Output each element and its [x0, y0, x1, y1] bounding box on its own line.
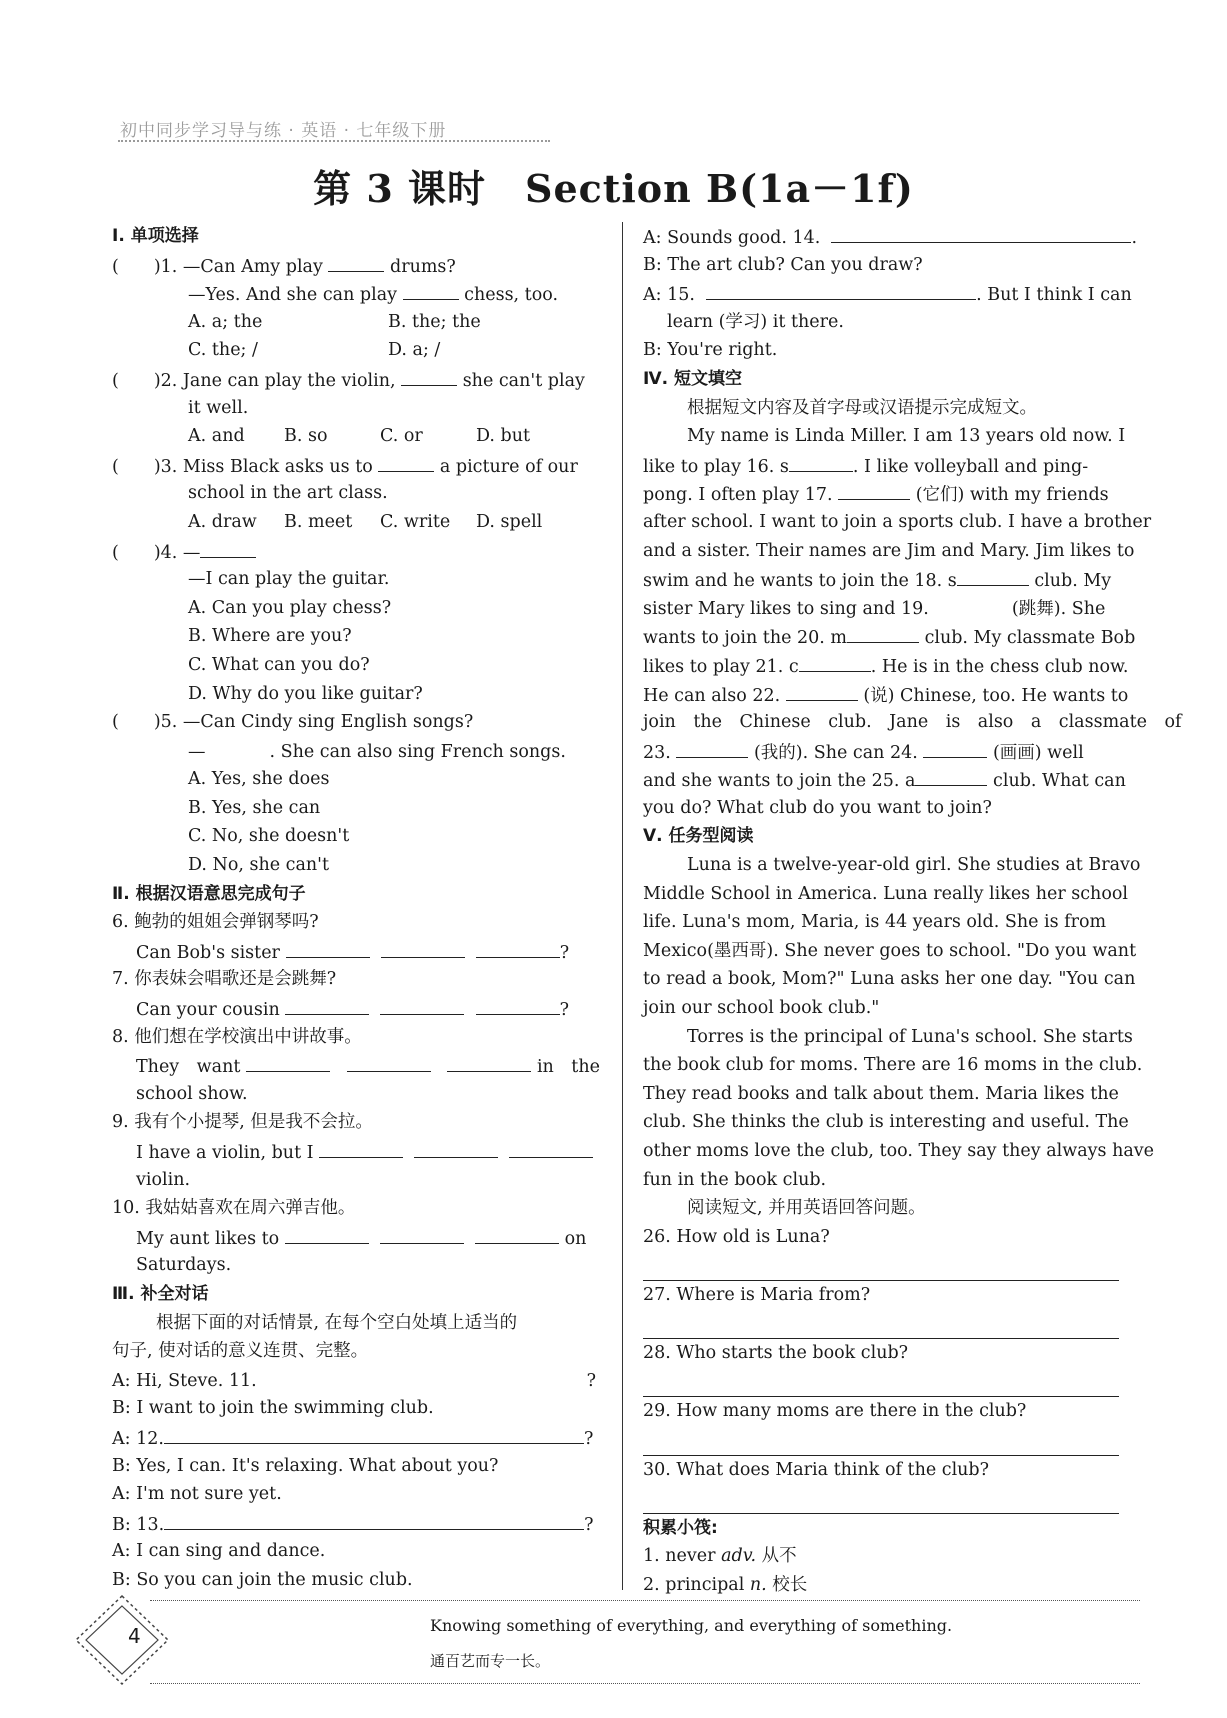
q11-blank[interactable] [257, 1366, 587, 1386]
dialogue-line-13: B: You're right. [643, 340, 778, 361]
q9-english: I have a violin, but I [112, 1137, 602, 1166]
vocab-title: 积累小筏: [643, 1517, 718, 1538]
dialogue-line-9: A: Sounds good. 14. . [643, 222, 1133, 251]
q2-line2: it well. [188, 397, 249, 418]
passage-line-2: like to play 16. s . I like volleyball and ping- [643, 451, 1133, 480]
q5-option-a: A. Yes, she does [188, 769, 330, 790]
q1-blank-1[interactable] [328, 251, 384, 272]
q15-blank[interactable] [706, 279, 976, 300]
q8-blank-3[interactable] [447, 1051, 531, 1072]
reading-instruction: 阅读短文, 并用英语回答问题。 [687, 1198, 926, 1219]
reading-line-11: other moms love the club, too. They say they always have [643, 1141, 1155, 1161]
q10-english-cont: Saturdays. [136, 1255, 232, 1276]
dialogue-line-1: A: Hi, Steve. 11. ? [112, 1366, 602, 1395]
q8-blank-1[interactable] [246, 1051, 330, 1072]
reading-line-4: Mexico(墨西哥). She never goes to school. "Do you want [643, 940, 1137, 961]
question-29: 29. How many moms are there in the club? [643, 1401, 1027, 1422]
dialogue-line-12: learn (学习) it there. [667, 311, 844, 332]
right-column [643, 222, 1182, 1600]
q13-blank[interactable] [164, 1509, 584, 1530]
reading-line-10: club. She thinks the club is interesting and useful. The [643, 1112, 1129, 1133]
q8-english: They want in the [112, 1051, 602, 1080]
q5-option-c: C. No, she doesn't [188, 826, 350, 847]
q17-blank[interactable] [838, 479, 910, 500]
reading-line-3: life. Luna's mom, Maria, is 44 years old. She is from [643, 912, 1107, 933]
passage-line-14: you do? What club do you want to join? [643, 797, 992, 818]
dialogue-line-11: A: 15. . But I think I can [643, 279, 1133, 308]
section-4-title: Ⅳ. 短文填空 [643, 368, 743, 389]
q3-line2: school in the art class. [188, 483, 388, 504]
section-2-title: Ⅱ. 根据汉语意思完成句子 [112, 883, 306, 904]
dialogue-line-7: A: I can sing and dance. [112, 1541, 326, 1562]
q4-option-b: B. Where are you? [188, 626, 352, 647]
reading-line-6: join our school book club." [643, 998, 880, 1019]
left-column [112, 222, 602, 1595]
page-number-ornament-icon [72, 1592, 172, 1688]
q5-line2: — . She can also sing French songs. [112, 737, 602, 766]
reading-line-1: Luna is a twelve-year-old girl. She studies at Bravo [687, 855, 1141, 876]
q1-option-d: D. a; / [388, 340, 441, 361]
q9-english-cont: violin. [136, 1169, 191, 1190]
footer-motto-chinese: 通百艺而专一长。 [430, 1652, 551, 1670]
section-3-instruction-2: 句子, 使对话的意义连贯、完整。 [112, 1341, 369, 1362]
section-5-title: Ⅴ. 任务型阅读 [643, 826, 754, 847]
q2-options: A. and B. so C. or D. but [188, 426, 531, 447]
vocab-item-2: 2. principal n. 校长 [643, 1574, 808, 1595]
q18-blank[interactable] [957, 565, 1029, 586]
reading-line-7: Torres is the principal of Luna's school. She starts [687, 1026, 1133, 1047]
q1-line2: —Yes. And she can play chess, too. [112, 279, 602, 308]
q5-option-b: B. Yes, she can [188, 797, 321, 818]
q10-blank-1[interactable] [285, 1223, 369, 1244]
passage-line-4: after school. I want to join a sports club. I have a brother [643, 511, 1152, 532]
q4-stem: ( )4. — [112, 537, 602, 566]
q19-blank[interactable] [934, 594, 1006, 614]
answer-30-line[interactable] [643, 1484, 1119, 1514]
page-title: 第 3 课时 Section B(1a－1f) [313, 166, 914, 211]
q1-option-a: A. a; the [188, 311, 263, 332]
q2-blank[interactable] [401, 365, 457, 386]
q5-option-d: D. No, she can't [188, 855, 330, 876]
passage-line-12: 23. (我的). She can 24. (画画) well [643, 737, 1133, 766]
question-30: 30. What does Maria think of the club? [643, 1459, 990, 1480]
q7-blank-2[interactable] [380, 994, 464, 1015]
footer-bottom-rule [150, 1683, 1140, 1684]
q21-blank[interactable] [799, 651, 871, 672]
answer-29-line[interactable] [643, 1426, 1119, 1456]
q4-blank[interactable] [200, 537, 256, 558]
dialogue-line-5: A: I'm not sure yet. [112, 1484, 282, 1505]
q9-blank-3[interactable] [509, 1137, 593, 1158]
q4-option-d: D. Why do you like guitar? [188, 683, 423, 704]
dialogue-line-4: B: Yes, I can. It's relaxing. What about you? [112, 1455, 499, 1476]
q10-blank-2[interactable] [380, 1223, 464, 1244]
passage-line-13: and she wants to join the 25. a club. What can [643, 765, 1133, 794]
q4-line2: —I can play the guitar. [188, 569, 390, 590]
page-number: 4 [128, 1624, 141, 1648]
question-26: 26. How old is Luna? [643, 1226, 830, 1247]
q25-blank[interactable] [915, 765, 987, 786]
passage-line-3: pong. I often play 17. (它们) with my friends [643, 479, 1133, 508]
passage-line-7: sister Mary likes to sing and 19. (跳舞). She [643, 594, 1133, 623]
q6-blank-1[interactable] [286, 937, 370, 958]
q1-option-b: B. the; the [388, 311, 481, 332]
q10-chinese: 10. 我姑姑喜欢在周六弹吉他。 [112, 1198, 356, 1219]
q7-chinese: 7. 你表妹会唱歌还是会跳舞? [112, 969, 337, 990]
book-series-title: 初中同步学习导与练 · 英语 · 七年级下册 [120, 121, 447, 141]
q9-blank-2[interactable] [414, 1137, 498, 1158]
q1-options-cd [112, 336, 602, 365]
q6-blank-3[interactable] [476, 937, 560, 958]
passage-line-6: swim and he wants to join the 18. s club. My [643, 565, 1133, 594]
q7-english: Can your cousin ? [112, 994, 602, 1023]
q6-blank-2[interactable] [381, 937, 465, 958]
dialogue-line-8: B: So you can join the music club. [112, 1569, 413, 1590]
reading-line-8: the book club for moms. There are 16 moms in the club. [643, 1055, 1143, 1076]
vocab-item-1: 1. never adv. 从不 [643, 1546, 797, 1567]
q12-blank[interactable] [164, 1423, 584, 1444]
question-27: 27. Where is Maria from? [643, 1284, 871, 1305]
q4-option-c: C. What can you do? [188, 654, 370, 675]
q5-blank[interactable] [206, 737, 270, 757]
answer-27-line[interactable] [643, 1310, 1119, 1340]
dialogue-line-10: B: The art club? Can you draw? [643, 254, 923, 275]
q3-blank[interactable] [378, 451, 434, 472]
q14-blank[interactable] [831, 222, 1131, 243]
footer-motto-english: Knowing something of everything, and everything of something. [430, 1616, 953, 1635]
q9-blank-1[interactable] [319, 1137, 403, 1158]
q10-blank-3[interactable] [475, 1223, 559, 1244]
dialogue-line-2: B: I want to join the swimming club. [112, 1398, 434, 1419]
section-4-instruction: 根据短文内容及首字母或汉语提示完成短文。 [687, 397, 1037, 418]
reading-line-2: Middle School in America. Luna really likes her school [643, 883, 1129, 904]
reading-line-9: They read books and talk about them. Maria likes the [643, 1083, 1119, 1104]
q23-blank[interactable] [676, 737, 748, 758]
q1-option-c: C. the; / [188, 340, 258, 361]
q24-blank[interactable] [923, 737, 987, 758]
answer-26-line[interactable] [643, 1251, 1119, 1281]
question-28: 28. Who starts the book club? [643, 1343, 909, 1364]
q7-blank-3[interactable] [476, 994, 560, 1015]
footer-top-rule [150, 1600, 1140, 1601]
answer-28-line[interactable] [643, 1368, 1119, 1398]
passage-line-9: likes to play 21. c . He is in the chess club now. [643, 651, 1133, 680]
section-3-instruction-1: 根据下面的对话情景, 在每个空白处填上适当的 [156, 1312, 518, 1333]
dialogue-line-6: B: 13. ? [112, 1509, 602, 1538]
q1-options-ab [112, 308, 602, 337]
q6-english: Can Bob's sister ? [112, 937, 602, 966]
passage-line-8: wants to join the 20. m club. My classmate Bob [643, 622, 1133, 651]
q8-chinese: 8. 他们想在学校演出中讲故事。 [112, 1026, 362, 1047]
q9-chinese: 9. 我有个小提琴, 但是我不会拉。 [112, 1112, 373, 1133]
passage-line-5: and a sister. Their names are Jim and Mary. Jim likes to [643, 540, 1135, 561]
header-rule [118, 140, 550, 142]
q3-options: A. draw B. meet C. write D. spell [188, 511, 543, 532]
q6-chinese: 6. 鲍勃的姐姐会弹钢琴吗? [112, 912, 319, 933]
q4-option-a: A. Can you play chess? [188, 597, 392, 618]
q5-stem: ( )5. —Can Cindy sing English songs? [112, 712, 474, 733]
q1-stem: ( )1. —Can Amy play drums? [112, 251, 602, 280]
q8-blank-2[interactable] [347, 1051, 431, 1072]
q7-blank-1[interactable] [285, 994, 369, 1015]
section-1-title: Ⅰ. 单项选择 [112, 226, 199, 246]
q16-blank[interactable] [789, 451, 853, 472]
passage-line-11: join the Chinese club. Jane is also a classmate of [643, 712, 1182, 733]
q20-blank[interactable] [847, 622, 919, 643]
section-3-title: Ⅲ. 补全对话 [112, 1283, 209, 1304]
dialogue-line-3: A: 12. ? [112, 1423, 602, 1452]
q10-english: My aunt likes to on [112, 1223, 602, 1252]
q8-english-cont: school show. [136, 1083, 248, 1104]
reading-line-12: fun in the book club. [643, 1169, 827, 1190]
q2-stem: ( )2. Jane can play the violin, she can't play [112, 365, 602, 394]
reading-line-5: to read a book, Mom?" Luna asks her one day. "You can [643, 969, 1136, 990]
q1-blank-2[interactable] [403, 279, 459, 300]
q22-blank[interactable] [786, 680, 858, 701]
column-divider [622, 222, 623, 1590]
passage-line-1: My name is Linda Miller. I am 13 years old now. I [687, 426, 1126, 447]
passage-line-10: He can also 22. (说) Chinese, too. He wants to [643, 680, 1133, 709]
q3-stem: ( )3. Miss Black asks us to a picture of our [112, 451, 602, 480]
